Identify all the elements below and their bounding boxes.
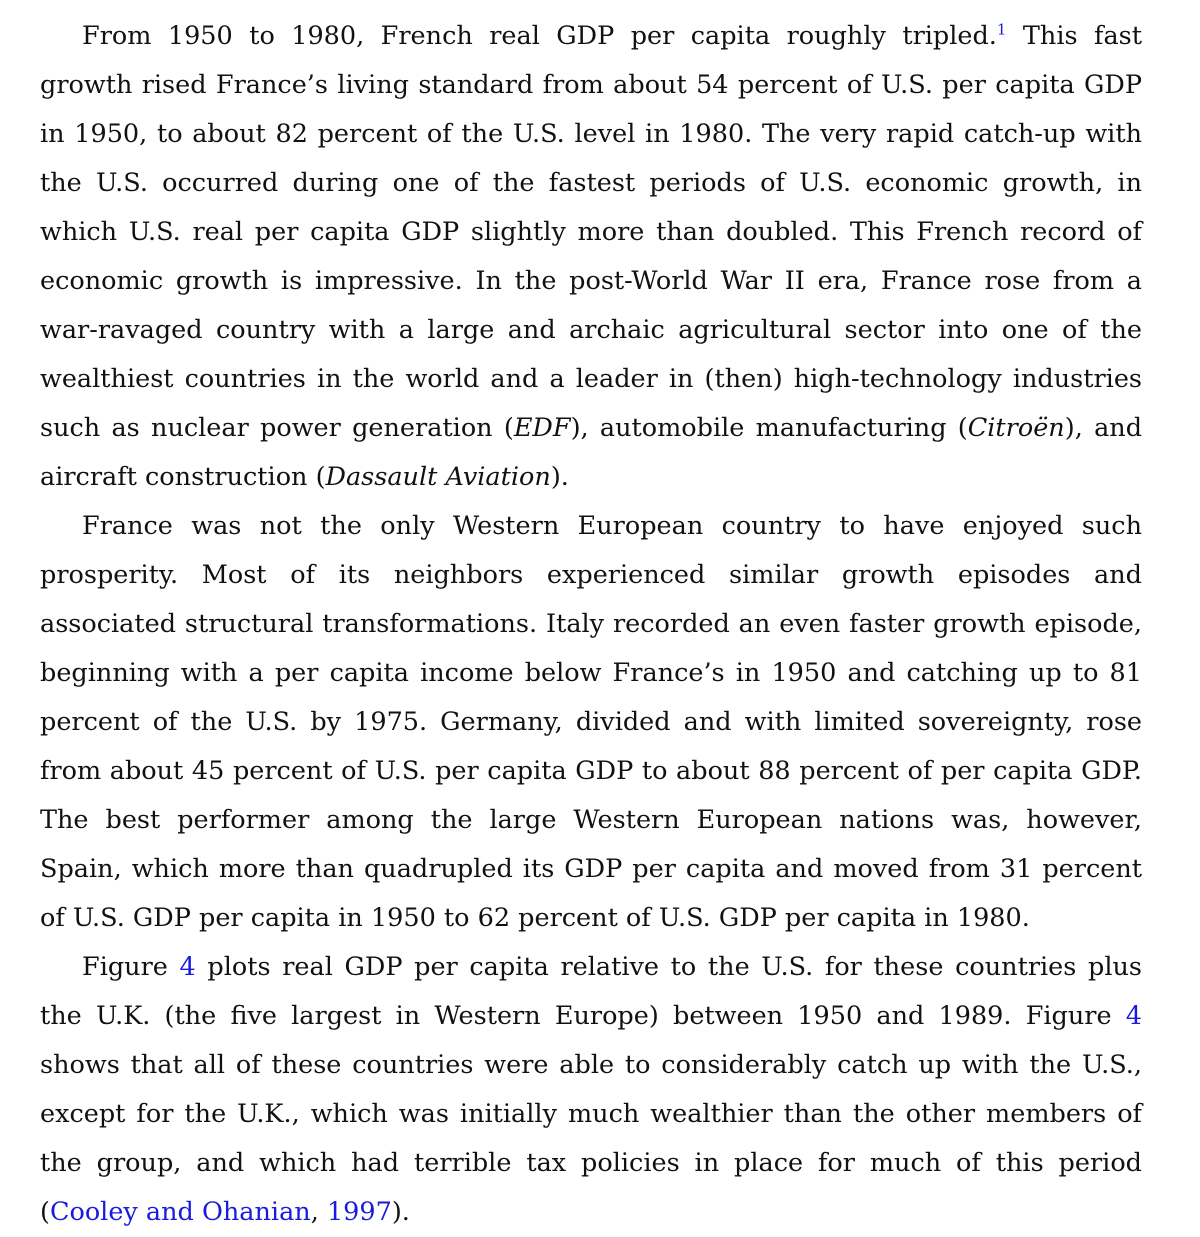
paragraph-figure-reference bbox=[40, 943, 1142, 1237]
citation-year-link[interactable]: 1997 bbox=[326, 1197, 392, 1227]
text-run: Figure bbox=[82, 952, 180, 982]
citation-author-link[interactable]: Cooley and Ohanian bbox=[49, 1197, 311, 1227]
paragraph-french-growth bbox=[40, 12, 1142, 502]
text-run: ), and aircraft construction ( bbox=[40, 413, 1143, 492]
figure-link[interactable]: 4 bbox=[179, 952, 196, 982]
text-run: ). bbox=[391, 1197, 410, 1227]
footnote-marker[interactable]: 1 bbox=[996, 20, 1007, 39]
text-run: France was not the only Western European country to have enjoyed such prosperity. Most of its neighbors experienced similar growth episodes and associated structural transformations. Italy recorded an even faster growth episode, beginning with a per capita income below France’s in 1950 and catching up to 81 percent of the U.S. by 1975. Germany, divided and with limited sovereignty, rose from about 45 percent of U.S. per capita GDP to about 88 percent of per capita GDP. The best performer among the large Western European nations was, however, Spain, which more than quadrupled its GDP per capita and moved from 31 percent of U.S. GDP per capita in 1950 to 62 percent of U.S. GDP per capita in 1980. bbox=[40, 511, 1142, 933]
text-run: shows that all of these countries were able to considerably catch up with the U.S., except for the U.K., which was initially much wealthier than the other members of the group, and which had terrible tax policies in place for much of this period ( bbox=[40, 1050, 1142, 1227]
text-run: This fast growth rised France’s living standard from about 54 percent of U.S. per capita GDP in 1950, to about 82 percent of the U.S. level in 1980. The very rapid catch-up with the U.S. occurred during one of the fastest periods of U.S. economic growth, in which U.S. real per capita GDP slightly more than doubled. This French record of economic growth is impressive. In the post-World War II era, France rose from a war-ravaged country with a large and archaic agricultural sector into one of the wealthiest countries in the world and a leader in (then) high-technology industries such as nuclear power generation ( bbox=[40, 21, 1142, 443]
company-name-edf: EDF bbox=[513, 413, 571, 443]
paragraph-western-europe bbox=[40, 502, 1142, 943]
text-run: ), automobile manufacturing ( bbox=[570, 413, 968, 443]
figure-link[interactable]: 4 bbox=[1125, 1001, 1142, 1031]
company-name-citroen: Citroën bbox=[967, 413, 1065, 443]
text-run: From 1950 to 1980, French real GDP per capita roughly tripled. bbox=[82, 21, 997, 51]
paper-body bbox=[40, 12, 1142, 1237]
text-run: plots real GDP per capita relative to the U.S. for these countries plus the U.K. (the five largest in Western Europe) between 1950 and 1989. Figure bbox=[40, 952, 1142, 1031]
text-run: , bbox=[310, 1197, 327, 1227]
text-run: ). bbox=[550, 462, 569, 492]
company-name-dassault: Dassault Aviation bbox=[325, 462, 551, 492]
